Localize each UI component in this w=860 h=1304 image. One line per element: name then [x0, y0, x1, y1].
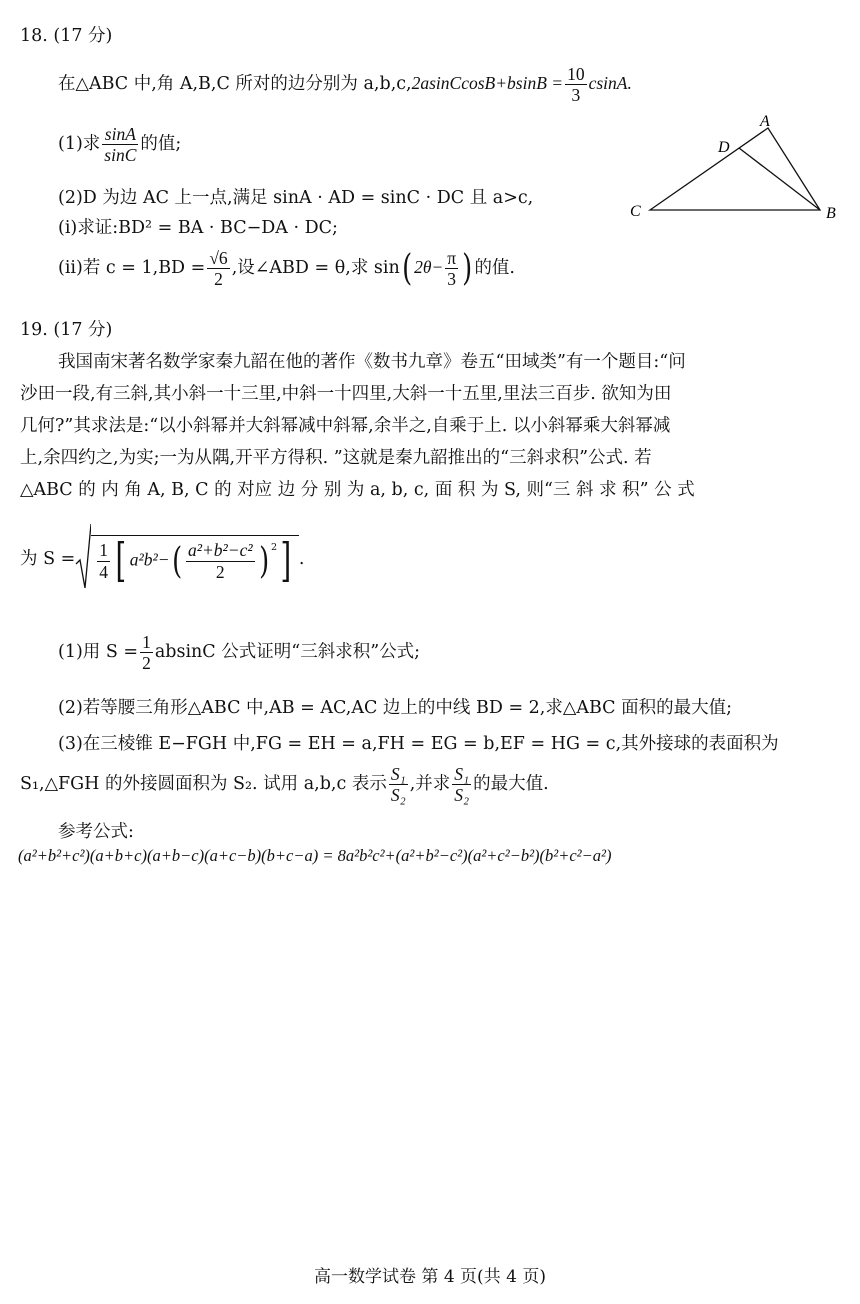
- q18-p2ii-mid: ,设∠ABD = θ,求 sin: [231, 258, 400, 279]
- q19-p3b-mid: ,并求: [409, 774, 451, 795]
- q18-p1-frac-num: sinA: [102, 124, 138, 145]
- q19-formula-suffix: .: [298, 549, 305, 569]
- sqrt-icon: [75, 522, 91, 597]
- q19-p1-prefix: (1)用 S =: [58, 642, 139, 663]
- q19-p1-frac-den: 2: [142, 653, 151, 674]
- q19-p3b-frac1-den: S₂: [390, 785, 406, 806]
- q19-radicand: $\frac{1}{4}$ [ a²b²−( $\frac{\text{a²+b²−c²}}{2}$ ) $^2$]: [91, 535, 299, 584]
- q19-rbracket: ]: [280, 534, 292, 588]
- q18-part2-ii: [58, 248, 860, 289]
- q19-para-line5: △ABC 的 内 角 A, B, C 的 对应 边 分 别 为 a, b, c, 面 积 为 S, 则“三 斜 求 积” 公 式: [20, 480, 695, 500]
- q19-formula-ab: a²b²−: [129, 549, 170, 570]
- q19-p3b-fraction-2: [452, 764, 471, 805]
- q18-p2ii-pi-den: 3: [447, 269, 457, 290]
- q18-p2ii-lparen: (: [401, 246, 412, 290]
- q18-p2ii-inner: 2θ−: [414, 257, 444, 278]
- q19-header: 19. (17 分): [20, 320, 113, 340]
- q19-p1-suffix: absinC 公式证明“三斜求积”公式;: [154, 642, 421, 663]
- q19-inner-den: 2: [215, 561, 225, 582]
- q19-para-line3: 几何?”其求法是:“以小斜幂并大斜幂减中斜幂,余半之,自乘于上. 以小斜幂乘大斜幂减: [20, 416, 671, 436]
- label-a: A: [760, 113, 770, 130]
- q18-stem-fraction: [565, 64, 587, 105]
- page-footer: 高一数学试卷 第 4 页(共 4 页): [314, 1267, 546, 1287]
- q18-stem: [58, 64, 860, 105]
- q19-inner-fraction: [186, 540, 255, 581]
- q19-rparen: ): [258, 538, 269, 582]
- q19-inner-num: a²+b²−c²: [187, 540, 253, 561]
- q19-formula: [20, 522, 860, 597]
- q19-p3b-fraction-1: [389, 764, 408, 805]
- q18-p1-prefix: (1)求: [58, 134, 101, 155]
- q19-part2: (2)若等腰三角形△ABC 中,AB = AC,AC 边上的中线 BD = 2,求△ABC 面积的最大值;: [58, 698, 732, 718]
- q19-p1-fraction: [140, 632, 153, 673]
- q19-p3b-frac2-den: S₂: [454, 785, 470, 806]
- q18-p1-suffix: 的值;: [140, 134, 182, 155]
- q18-p2ii-rparen: ): [462, 246, 473, 290]
- q18-p2ii-frac-num: √6: [209, 248, 228, 268]
- q19-quarter-fraction: [97, 540, 110, 581]
- q19-lparen: (: [171, 538, 182, 582]
- q19-p3b-suffix: 的最大值.: [473, 774, 549, 795]
- label-c: C: [630, 203, 641, 220]
- q18-p2ii-prefix: (ii)若 c = 1,BD =: [58, 258, 206, 279]
- q18-stem-frac-num: 10: [567, 64, 585, 84]
- q19-p3b-frac1-num: S₁: [390, 764, 406, 784]
- q19-p3b-prefix: S₁,△FGH 的外接圆面积为 S₂. 试用 a,b,c 表示: [20, 774, 387, 795]
- q19-sqrt: [75, 522, 299, 597]
- triangle-figure: [620, 108, 850, 228]
- q18-part2: (2)D 为边 AC 上一点,满足 sinA · AD = sinC · DC 且 a>c,: [58, 188, 534, 208]
- q19-part3-cont: [20, 764, 860, 805]
- q19-quarter-den: 4: [99, 561, 109, 582]
- q19-p1-frac-num: 1: [142, 632, 151, 652]
- q19-lbracket: [: [115, 534, 127, 588]
- q18-stem-eq-right: csinA.: [588, 73, 632, 94]
- q19-part3: (3)在三棱锥 E−FGH 中,FG = EH = a,FH = EG = b,EF = HG = c,其外接球的表面积为: [58, 734, 779, 754]
- q18-stem-frac-den: 3: [571, 85, 581, 106]
- q19-part1: [58, 632, 860, 673]
- label-b: B: [826, 205, 836, 222]
- q19-para-line1: 我国南宋著名数学家秦九韶在他的著作《数书九章》卷五“田域类”有一个题目:“问: [58, 352, 686, 372]
- q19-para-line2: 沙田一段,有三斜,其小斜一十三里,中斜一十四里,大斜一十五里,里法三百步. 欲知为田: [20, 384, 672, 404]
- q18-p1-fraction: [102, 124, 138, 165]
- q19-formula-prefix: 为 S =: [20, 549, 76, 569]
- q19-quarter-num: 1: [99, 540, 109, 561]
- q18-p2ii-pi-num: π: [447, 248, 457, 268]
- segment-bd: [739, 148, 820, 210]
- q18-p2ii-pi-fraction: [445, 248, 458, 289]
- q18-stem-prefix: 在△ABC 中,角 A,B,C 所对的边分别为 a,b,c,: [58, 74, 412, 95]
- q19-ref-title: 参考公式:: [58, 822, 134, 842]
- q19-ref-formula: (a²+b²+c²)(a+b+c)(a+b−c)(a+c−b)(b+c−a) = 8a²b²c²+(a²+b²−c²)(a²+c²−b²)(b²+c²−a²): [18, 846, 612, 865]
- q18-p2ii-frac-den: 2: [214, 269, 223, 290]
- q18-stem-eq-left: 2asinCcosB+bsinB =: [411, 73, 564, 94]
- triangle-abc: [650, 128, 820, 210]
- label-d: D: [718, 139, 730, 156]
- q18-part2-i: (i)求证:BD² = BA · BC−DA · DC;: [58, 218, 338, 238]
- q19-p3b-frac2-num: S₁: [454, 764, 470, 784]
- q18-p2ii-fraction: [207, 248, 229, 289]
- q18-p2ii-suffix: 的值.: [474, 258, 516, 279]
- q18-header: 18. (17 分): [20, 26, 113, 46]
- q18-p1-frac-den: sinC: [104, 145, 137, 166]
- q19-para-line4: 上,余四约之,为实;一为从隅,开平方得积. ”这就是秦九韶推出的“三斜求积”公式. 若: [20, 448, 652, 468]
